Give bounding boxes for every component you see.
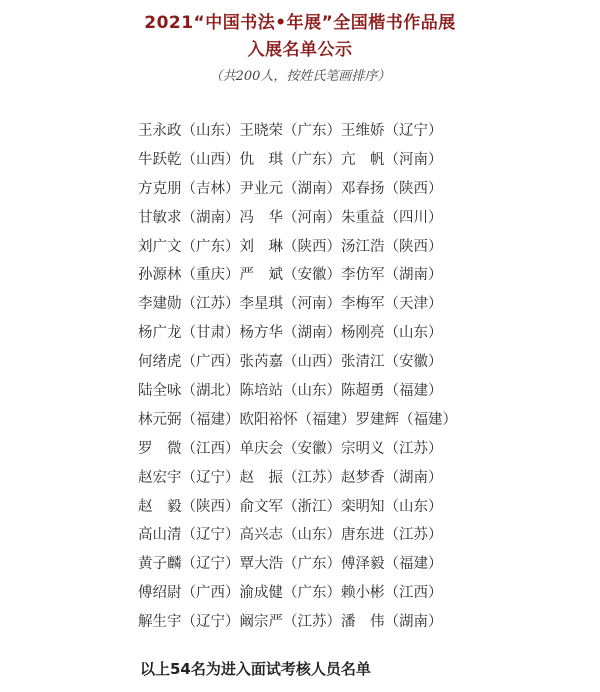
list-item: 罗建辉（福建） <box>355 411 457 428</box>
list-item: 傅绍尉（广西） <box>138 585 240 602</box>
list-row <box>138 551 488 580</box>
list-row <box>138 118 488 147</box>
list-item: 刘 琳（陕西） <box>239 238 341 255</box>
list-item: 欧阳裕怀（福建） <box>239 411 356 428</box>
list-row <box>138 436 488 465</box>
list-item: 高山清（辽宁） <box>138 527 240 544</box>
list-item: 栾明知（山东） <box>341 498 443 515</box>
list-item: 傅泽毅（福建） <box>341 556 443 573</box>
list-row <box>138 465 488 494</box>
list-item: 何绪虎（广西） <box>138 354 240 371</box>
list-item: 黄子麟（辽宁） <box>138 556 240 573</box>
list-item: 严 斌（安徽） <box>239 267 341 284</box>
list-item: 李梅军（天津） <box>341 296 443 313</box>
list-item: 陈超勇（福建） <box>341 383 443 400</box>
list-item: 单庆会（安徽） <box>239 440 341 457</box>
list-row <box>138 407 488 436</box>
list-row <box>138 609 488 638</box>
list-item: 王晓荣（广东） <box>239 123 341 139</box>
footer-note: 以上54名为进入面试考核人员名单 <box>140 660 371 678</box>
list-item: 孙源林（重庆） <box>138 267 240 284</box>
list-item: 张清江（安徽） <box>341 354 443 371</box>
document-title: 2021“中国书法•年展”全国楷书作品展 <box>144 13 456 33</box>
list-row <box>138 580 488 609</box>
list-item: 甘敏求（湖南） <box>138 209 240 226</box>
list-row <box>138 176 488 205</box>
list-item: 唐东进（江苏） <box>341 527 443 544</box>
list-item: 潘 伟（湖南） <box>341 614 443 631</box>
list-item: 王永政（山东） <box>138 123 240 139</box>
list-item: 高兴志（山东） <box>239 527 341 544</box>
list-row <box>138 349 488 378</box>
list-item: 杨刚亮（山东） <box>341 325 443 342</box>
list-item: 陈培站（山东） <box>239 383 341 400</box>
list-item: 牛跃乾（山西） <box>138 151 240 168</box>
list-item: 陆全咏（湖北） <box>138 383 240 400</box>
list-item: 仇 琪（广东） <box>239 151 341 168</box>
list-row <box>138 262 488 291</box>
list-item: 邓春扬（陕西） <box>341 180 443 197</box>
list-item: 赖小彬（江西） <box>341 585 443 602</box>
list-item: 赵 振（江苏） <box>239 469 341 486</box>
list-row <box>138 320 488 349</box>
list-item: 阚宗严（江苏） <box>239 614 341 631</box>
list-item: 李星琪（河南） <box>239 296 341 313</box>
list-item: 方克朋（吉林） <box>138 180 240 197</box>
list-item: 李仿军（湖南） <box>341 267 443 284</box>
list-item: 杨广龙（甘肃） <box>138 325 240 342</box>
list-item: 朱重益（四川） <box>341 209 443 226</box>
list-item: 张芮嘉（山西） <box>239 354 341 371</box>
list-item: 刘广文（广东） <box>138 238 240 255</box>
list-item: 覃大浩（广东） <box>239 556 341 573</box>
list-item: 亢 帆（河南） <box>341 151 443 168</box>
list-item: 汤江浩（陕西） <box>341 238 443 255</box>
list-item: 尹业元（湖南） <box>239 180 341 197</box>
list-row <box>138 378 488 407</box>
list-item: 解生宇（辽宁） <box>138 614 240 631</box>
list-row <box>138 522 488 551</box>
list-item: 赵梦香（湖南） <box>341 469 443 486</box>
list-item: 渝成健（广东） <box>239 585 341 602</box>
list-row <box>138 494 488 523</box>
list-item: 杨方华（湖南） <box>239 325 341 342</box>
list-item: 赵宏宇（辽宁） <box>138 469 240 486</box>
list-row <box>138 147 488 176</box>
list-item: 赵 毅（陕西） <box>138 498 240 515</box>
list-item: 李建勋（江苏） <box>138 296 240 313</box>
list-row <box>138 205 488 234</box>
list-row <box>138 234 488 263</box>
name-list <box>138 118 488 638</box>
list-item: 冯 华（河南） <box>239 209 341 226</box>
list-item: 罗 微（江西） <box>138 440 240 457</box>
document-subtitle: （共200人，按姓氏笔画排序） <box>209 69 391 84</box>
list-item: 宗明义（江苏） <box>341 440 443 457</box>
list-item: 俞文军（浙江） <box>239 498 341 515</box>
list-item: 王维娇（辽宁） <box>341 123 443 139</box>
document-title-line2: 入展名单公示 <box>247 40 353 60</box>
list-item: 林元弼（福建） <box>138 411 240 428</box>
list-row <box>138 291 488 320</box>
